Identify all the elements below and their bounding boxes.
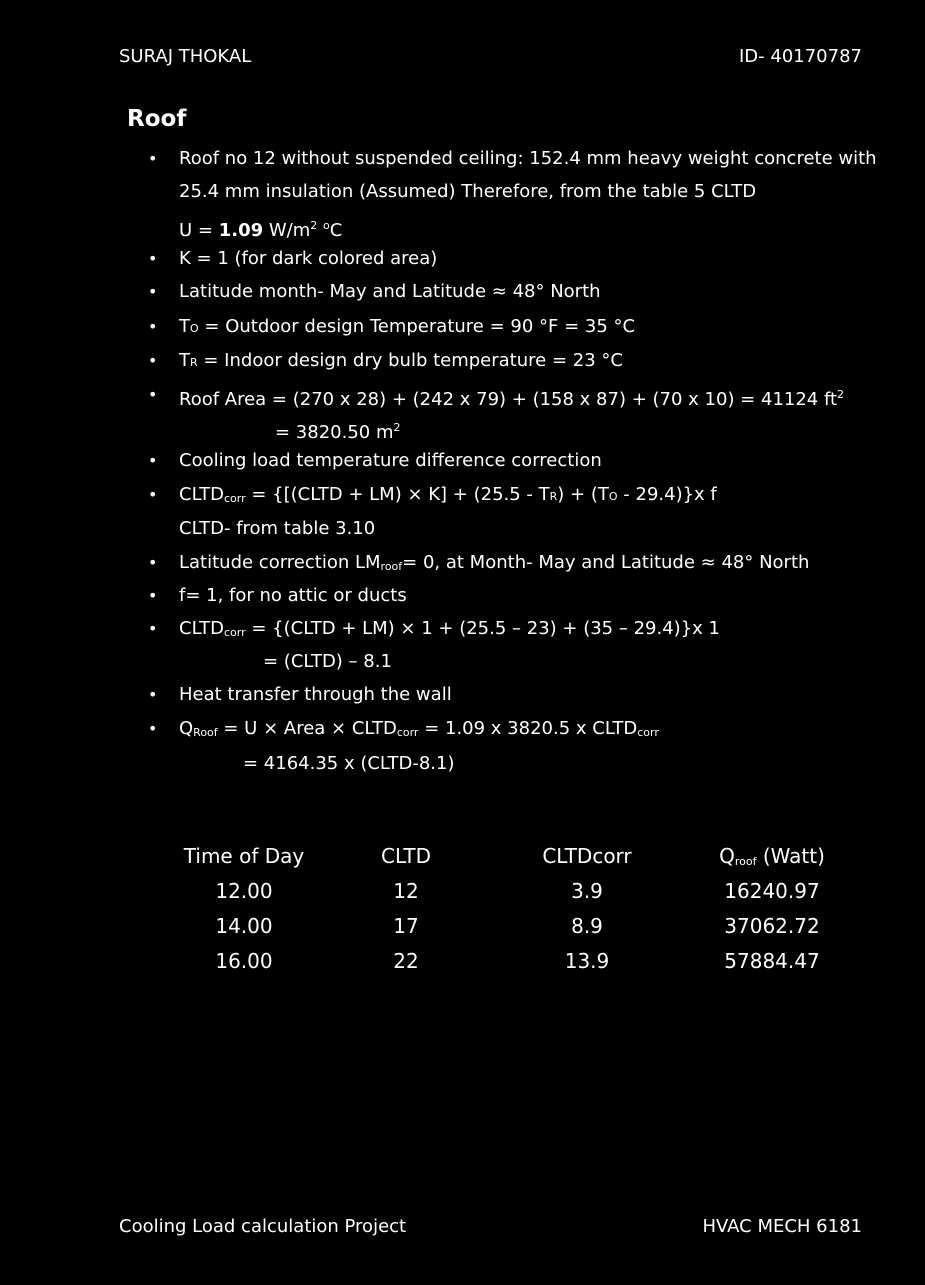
cell-time: 16.00	[215, 948, 273, 973]
cltd-corr-formula: $CLTD_{corr}$ = {[(CLTD + LM) × K] + (25.5 - TR) + (TO - 29.4)}x f	[179, 484, 717, 505]
table-row	[163, 873, 857, 908]
u-value: 1.09	[218, 220, 264, 241]
footer-course: HVAC MECH 6181	[702, 1216, 862, 1237]
indoor-temp-line: TR = Indoor design dry bulb temperature = 23 °C	[179, 350, 623, 371]
cell-cltd: 22	[393, 948, 419, 973]
cell-cltdcorr: 3.9	[571, 878, 603, 903]
cltd-corr-calc: $CLTD_{corr}$ = {(CLTD + LM) × 1 + (25.5 – 23) + (35 – 29.4)}x 1	[179, 618, 720, 639]
cltd-corr-result: = (CLTD) – 8.1	[263, 651, 392, 672]
bullet: •	[148, 719, 158, 738]
bullet: •	[148, 149, 158, 168]
bullet: •	[148, 249, 158, 268]
bullet: •	[148, 586, 158, 605]
q-roof-result: = 4164.35 x (CLTD-8.1)	[243, 753, 455, 774]
bullet: •	[148, 619, 158, 638]
cltd-correction-title: Cooling load temperature difference correction	[179, 450, 602, 471]
cell-cltd: 12	[393, 878, 419, 903]
section-title: Roof	[127, 106, 187, 132]
cell-qroof: 16240.97	[724, 878, 820, 903]
latitude-correction-line: Latitude correction $LM_{roof}= 0$, at Month- May and Latitude ≈ 48° North	[179, 552, 810, 573]
col-header-cltdcorr: CLTDcorr	[542, 843, 632, 868]
col-header-time: Time of Day	[183, 843, 305, 868]
cltd-table-ref: CLTD- from table 3.10	[179, 518, 376, 539]
cell-qroof: 37062.72	[724, 913, 820, 938]
outdoor-temp-line: TO = Outdoor design Temperature = 90 °F = 35 °C	[179, 316, 636, 337]
cell-qroof: 57884.47	[724, 948, 820, 973]
header-author: SURAJ THOKAL	[119, 46, 252, 67]
f-line: f= 1, for no attic or ducts	[179, 585, 407, 606]
bullet: •	[148, 317, 158, 336]
header-id: ID- 40170787	[738, 46, 862, 67]
bullet: •	[148, 485, 158, 504]
cell-time: 14.00	[215, 913, 273, 938]
footer-project: Cooling Load calculation Project	[119, 1216, 407, 1237]
bullet: •	[148, 685, 158, 704]
table-header-row	[163, 838, 857, 873]
col-header-qroof: $Q_{roof}$ (Watt)	[719, 843, 825, 868]
roof-description-line-1: Roof no 12 without suspended ceiling: 152.4 mm heavy weight concrete with	[179, 148, 877, 169]
roof-description-line-2: 25.4 mm insulation (Assumed) Therefore, from the table 5 CLTD	[179, 181, 757, 202]
bullet: •	[148, 282, 158, 301]
heat-transfer-title: Heat transfer through the wall	[179, 684, 452, 705]
roof-area-line-1: Roof Area = (270 x 28) + (242 x 79) + (158 x 87) + (70 x 10) = 41124 $ft^2$	[179, 388, 845, 410]
u-value-line: U = 1.09 $W/m^2$ $^o$C	[179, 219, 343, 241]
table-row	[163, 943, 857, 978]
bullet: •	[148, 553, 158, 572]
results-table	[163, 838, 857, 978]
q-roof-formula: $Q_{Roof} = U$ × Area × $CLTD_{corr} = 1.09$ x 3820.5 x $CLTD_{corr}$	[179, 718, 659, 739]
cell-time: 12.00	[215, 878, 273, 903]
cell-cltd: 17	[393, 913, 419, 938]
latitude-line: Latitude month- May and Latitude ≈ 48° North	[179, 281, 601, 302]
cell-cltdcorr: 8.9	[571, 913, 603, 938]
bullet: •	[148, 451, 158, 470]
bullet: •	[148, 351, 158, 370]
roof-area-line-2: = 3820.50 $m^2$	[275, 421, 401, 443]
k-line: K = 1 (for dark colored area)	[179, 248, 438, 269]
cell-cltdcorr: 13.9	[564, 948, 610, 973]
table-row	[163, 908, 857, 943]
bullet: •	[148, 385, 158, 404]
col-header-cltd: CLTD	[381, 843, 431, 868]
